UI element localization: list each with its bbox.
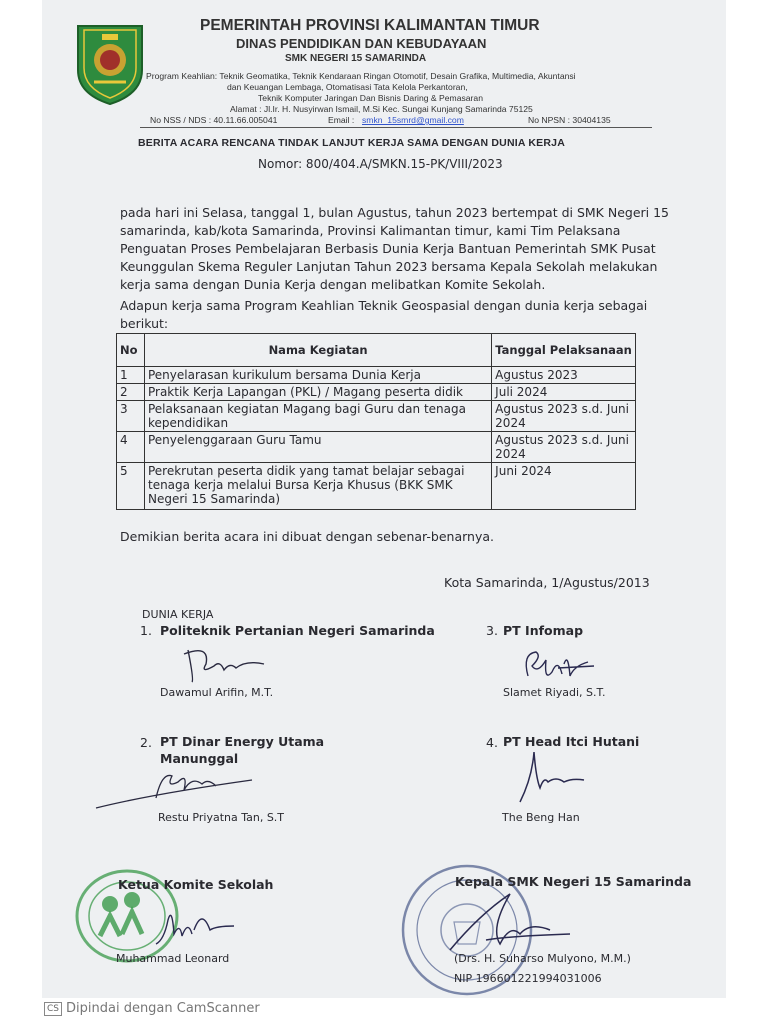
- principal-name: (Drs. H. Suharso Mulyono, M.M.): [454, 952, 631, 965]
- sig4-number: 4.: [486, 735, 498, 750]
- sig2-signature: [92, 764, 262, 814]
- header-rule: [140, 127, 652, 128]
- header-email-link[interactable]: smkn_15smrd@gmail.com: [362, 115, 464, 125]
- col-header-activity: Nama Kegiatan: [144, 334, 491, 367]
- para2-line: berikut:: [120, 316, 169, 331]
- sig4-signature: [510, 748, 590, 808]
- header-nss: No NSS / NDS : 40.11.66.005041: [150, 115, 278, 125]
- camscanner-icon: CS: [44, 1002, 62, 1016]
- header-programs-line3: Teknik Komputer Jaringan Dan Bisnis Daring & Pemasaran: [258, 93, 483, 103]
- sig3-name: Slamet Riyadi, S.T.: [503, 686, 606, 699]
- table-row: [117, 367, 636, 384]
- province-logo: [72, 20, 148, 106]
- header-programs-line1: Program Keahlian: Teknik Geomatika, Teknik Kendaraan Ringan Otomotif, Desain Grafika, Multimedia, Akuntansi: [146, 71, 576, 81]
- sig2-name: Restu Priyatna Tan, S.T: [158, 811, 285, 824]
- header-address: Alamat : Jl.Ir. H. Nusyirwan Ismail, M.Si Kec. Sungai Kunjang Samarinda 75125: [230, 104, 533, 114]
- col-header-no: No: [117, 334, 145, 367]
- place-date: Kota Samarinda, 1/Agustus/2013: [444, 575, 650, 590]
- row-activity: Praktik Kerja Lapangan (PKL) / Magang peserta didik: [144, 384, 491, 401]
- header-school: SMK NEGERI 15 SAMARINDA: [285, 53, 427, 64]
- para1-line: Penguatan Proses Pembelajaran Berbasis Dunia Kerja Bantuan Pemerintah SMK Pusat: [120, 241, 656, 256]
- row-activity: Pelaksanaan kegiatan Magang bagi Guru dan tenaga kependidikan: [144, 401, 491, 432]
- col-header-date: Tanggal Pelaksanaan: [492, 334, 636, 367]
- header-npsn: No NPSN : 30404135: [528, 115, 611, 125]
- row-no: 5: [117, 463, 145, 510]
- table-row: [117, 384, 636, 401]
- header-department: DINAS PENDIDIKAN DAN KEBUDAYAAN: [236, 36, 487, 51]
- table-row: [117, 432, 636, 463]
- principal-nip: NIP 196601221994031006: [454, 972, 602, 985]
- header-programs-line2: dan Keuangan Lembaga, Otomatisasi Tata Kelola Perkantoran,: [227, 82, 468, 92]
- row-date: Juni 2024: [492, 463, 636, 510]
- committee-name: Muhammad Leonard: [116, 952, 230, 965]
- principal-title: Kepala SMK Negeri 15 Samarinda: [455, 874, 692, 889]
- sig1-number: 1.: [140, 623, 152, 638]
- para2-line: Adapun kerja sama Program Keahlian Teknik Geospasial dengan dunia kerja sebagai: [120, 298, 648, 313]
- document-number: Nomor: 800/404.A/SMKN.15-PK/VIII/2023: [258, 157, 503, 171]
- row-activity: Penyelarasan kurikulum bersama Dunia Kerja: [144, 367, 491, 384]
- row-date: Agustus 2023: [492, 367, 636, 384]
- scanner-text: Dipindai dengan CamScanner: [66, 1001, 260, 1016]
- row-no: 3: [117, 401, 145, 432]
- sig4-name: The Beng Han: [502, 811, 580, 824]
- row-activity: Penyelenggaraan Guru Tamu: [144, 432, 491, 463]
- document-title: BERITA ACARA RENCANA TINDAK LANJUT KERJA SAMA DENGAN DUNIA KERJA: [138, 137, 565, 149]
- sig3-number: 3.: [486, 623, 498, 638]
- sig2-number: 2.: [140, 735, 152, 750]
- para1-line: pada hari ini Selasa, tanggal 1, bulan Agustus, tahun 2023 bertempat di SMK Negeri 15: [120, 205, 670, 220]
- table-row: [117, 401, 636, 432]
- row-no: 2: [117, 384, 145, 401]
- committee-signature: [150, 900, 240, 952]
- sig4-organization: PT Head Itci Hutani: [503, 734, 640, 749]
- sig1-signature: [180, 640, 270, 686]
- row-date: Agustus 2023 s.d. Juni 2024: [492, 401, 636, 432]
- committee-title: Ketua Komite Sekolah: [118, 877, 274, 892]
- header-government: PEMERINTAH PROVINSI KALIMANTAN TIMUR: [200, 17, 540, 34]
- sig2-organization-line2: Manunggal: [160, 751, 239, 766]
- sig3-signature: [518, 644, 598, 686]
- row-activity: Perekrutan peserta didik yang tamat belajar sebagai tenaga kerja melalui Bursa Kerja Khusus (BKK SMK Negeri 15 Samarinda): [144, 463, 491, 510]
- signatures-section-label: DUNIA KERJA: [142, 608, 214, 621]
- row-date: Juli 2024: [492, 384, 636, 401]
- scanner-watermark: [44, 1001, 260, 1016]
- sig1-name: Dawamul Arifin, M.T.: [160, 686, 274, 699]
- closing-statement: Demikian berita acara ini dibuat dengan sebenar-benarnya.: [120, 529, 494, 544]
- para1-line: Keunggulan Skema Reguler Lanjutan Tahun 2023 bersama Kepala Sekolah melakukan: [120, 259, 658, 274]
- para1-line: kerja sama dengan Dunia Kerja dengan melibatkan Komite Sekolah.: [120, 277, 546, 292]
- activities-table: [116, 333, 636, 510]
- table-header-row: [117, 334, 636, 367]
- row-no: 1: [117, 367, 145, 384]
- sig1-organization: Politeknik Pertanian Negeri Samarinda: [160, 623, 435, 638]
- row-no: 4: [117, 432, 145, 463]
- para1-line: samarinda, kab/kota Samarinda, Provinsi Kalimantan timur, kami Tim Pelaksana: [120, 223, 621, 238]
- row-date: Agustus 2023 s.d. Juni 2024: [492, 432, 636, 463]
- table-row: [117, 463, 636, 510]
- principal-signature: [430, 884, 580, 954]
- sig3-organization: PT Infomap: [503, 623, 584, 638]
- sig2-organization-line1: PT Dinar Energy Utama: [160, 734, 325, 749]
- header-email-label: Email :: [328, 115, 355, 125]
